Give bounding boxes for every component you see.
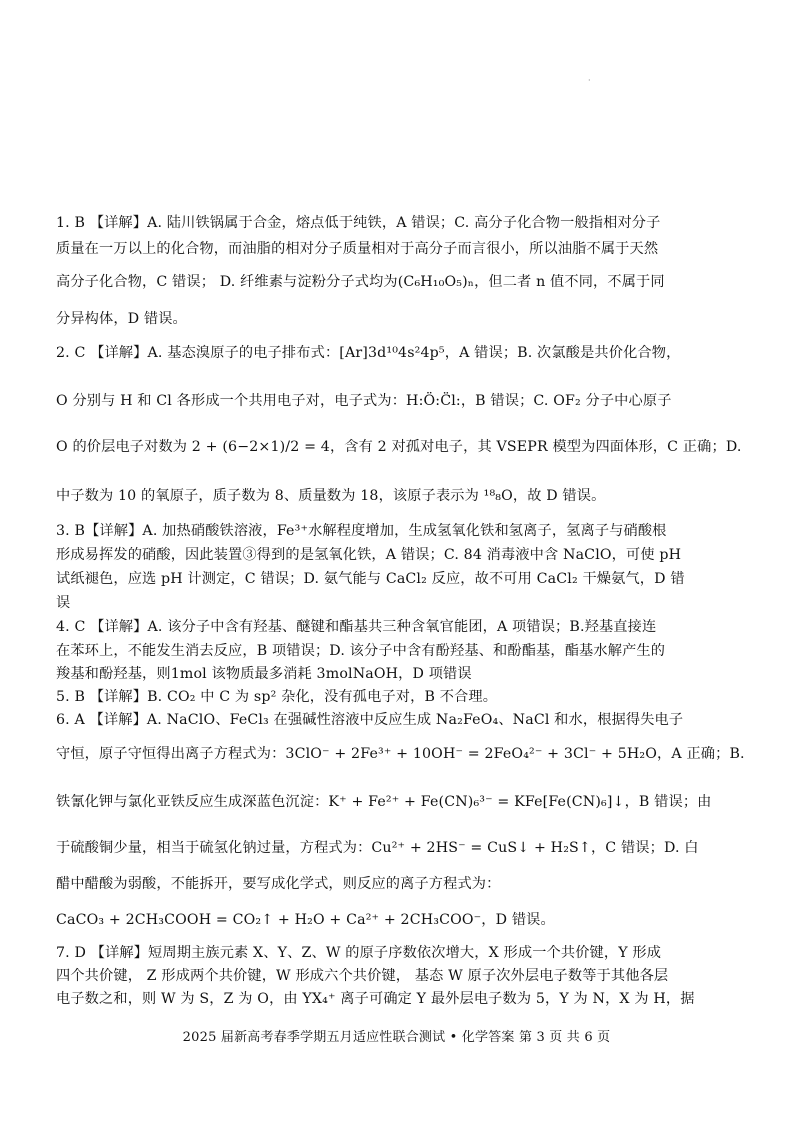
text-line-5: 2. C 【详解】A. 基态溴原子的电子排布式：[Ar]3d¹⁰4s²4p⁵，A 错误；B. 次氯酸是共价化合物， [56, 345, 681, 361]
text-line-12: 误 [56, 595, 71, 611]
text-line-21: 醋中醋酸为弱酸，不能拆开，要写成化学式，则反应的离子方程式为： [56, 876, 501, 892]
text-line-2: 质量在一万以上的化合物，而油脂的相对分子质量相对于高分子而言很小，所以油脂不属于天然 [56, 241, 659, 257]
text-line-4: 分异构体，D 错误。 [56, 311, 187, 327]
text-line-11: 试纸褪色，应选 pH 计测定，C 错误；D. 氨气能与 CaCl₂ 反应，故不可用 CaCl₂ 干燥氨气，D 错 [56, 571, 685, 587]
text-line-24: 四个共价键， Z 形成两个共价键，W 形成六个共价键， 基态 W 原子次外层电子数等于其他各层 [56, 968, 669, 984]
text-line-19: 铁氰化钾与氯化亚铁反应生成深蓝色沉淀：K⁺ + Fe²⁺ + Fe(CN)₆³⁻ = KFe[Fe(CN)₆]↓，B 错误；由 [56, 794, 712, 810]
text-line-25: 电子数之和，则 W 为 S，Z 为 O，由 YX₄⁺ 离子可确定 Y 最外层电子数为 5，Y 为 N，X 为 H，据 [56, 991, 695, 1007]
text-line-13: 4. C 【详解】A. 该分子中含有羟基、醚键和酯基共三种含氧官能团，A 项错误；B.羟基直接连 [56, 619, 657, 635]
text-line-20: 于硫酸铜少量，相当于硫氢化钠过量，方程式为：Cu²⁺ + 2HS⁻ = CuS↓ + H₂S↑，C 错误；D. 白 [56, 840, 699, 856]
text-line-16: 5. B 【详解】B. CO₂ 中 C 为 sp² 杂化，没有孤电子对，B 不合理。 [56, 689, 498, 705]
text-line-17: 6. A 【详解】A. NaClO、FeCl₃ 在强碱性溶液中反应生成 Na₂FeO₄、NaCl 和水，根据得失电子 [56, 712, 684, 728]
text-line-7: O 的价层电子对数为 2 + (6−2×1)/2 = 4，含有 2 对孤对电子，其 VSEPR 模型为四面体形，C 正确；D. [56, 439, 742, 455]
text-line-8: 中子数为 10 的氧原子，质子数为 8、质量数为 18，该原子表示为 ¹⁸₈O，故 D 错误。 [56, 488, 606, 504]
scan-dot: · [588, 76, 591, 85]
text-line-14: 在苯环上，不能发生消去反应，B 项错误；D. 该分子中含有酚羟基、和酚酯基，酯基水解产生的 [56, 643, 666, 659]
text-line-3: 高分子化合物，C 错误； D. 纤维素与淀粉分子式均为(C₆H₁₀O₅)ₙ，但二者 n 值不同，不属于同 [56, 274, 665, 290]
text-line-18: 守恒，原子守恒得出离子方程式为：3ClO⁻ + 2Fe³⁺ + 10OH⁻ = 2FeO₄²⁻ + 3Cl⁻ + 5H₂O，A 正确；B. [56, 746, 745, 762]
text-line-9: 3. B【详解】A. 加热硝酸铁溶液，Fe³⁺水解程度增加，生成氢氧化铁和氢离子，氢离子与硝酸根 [56, 523, 667, 539]
text-line-15: 羧基和酚羟基，则1mol 该物质最多消耗 3molNaOH，D 项错误 [56, 666, 472, 682]
text-line-23: 7. D 【详解】短周期主族元素 X、Y、Z、W 的原子序数依次增大，X 形成一个共价键，Y 形成 [56, 945, 662, 961]
page-footer: 2025 届新高考春季学期五月适应性联合测试 • 化学答案 第 3 页 共 6 页 [182, 1030, 611, 1045]
text-line-6: O 分别与 H 和 Cl 各形成一个共用电子对，电子式为：H:Ö:C̈l:，B 错误；C. OF₂ 分子中心原子 [56, 393, 672, 409]
text-line-10: 形成易挥发的硝酸，因此装置③得到的是氢氧化铁，A 错误；C. 84 消毒液中含 NaClO，可使 pH [56, 547, 682, 563]
text-line-22: CaCO₃ + 2CH₃COOH = CO₂↑ + H₂O + Ca²⁺ + 2CH₃COO⁻，D 错误。 [56, 912, 555, 928]
text-line-1: 1. B 【详解】A. 陆川铁锅属于合金，熔点低于纯铁，A 错误；C. 高分子化合物一般指相对分子 [56, 215, 661, 231]
